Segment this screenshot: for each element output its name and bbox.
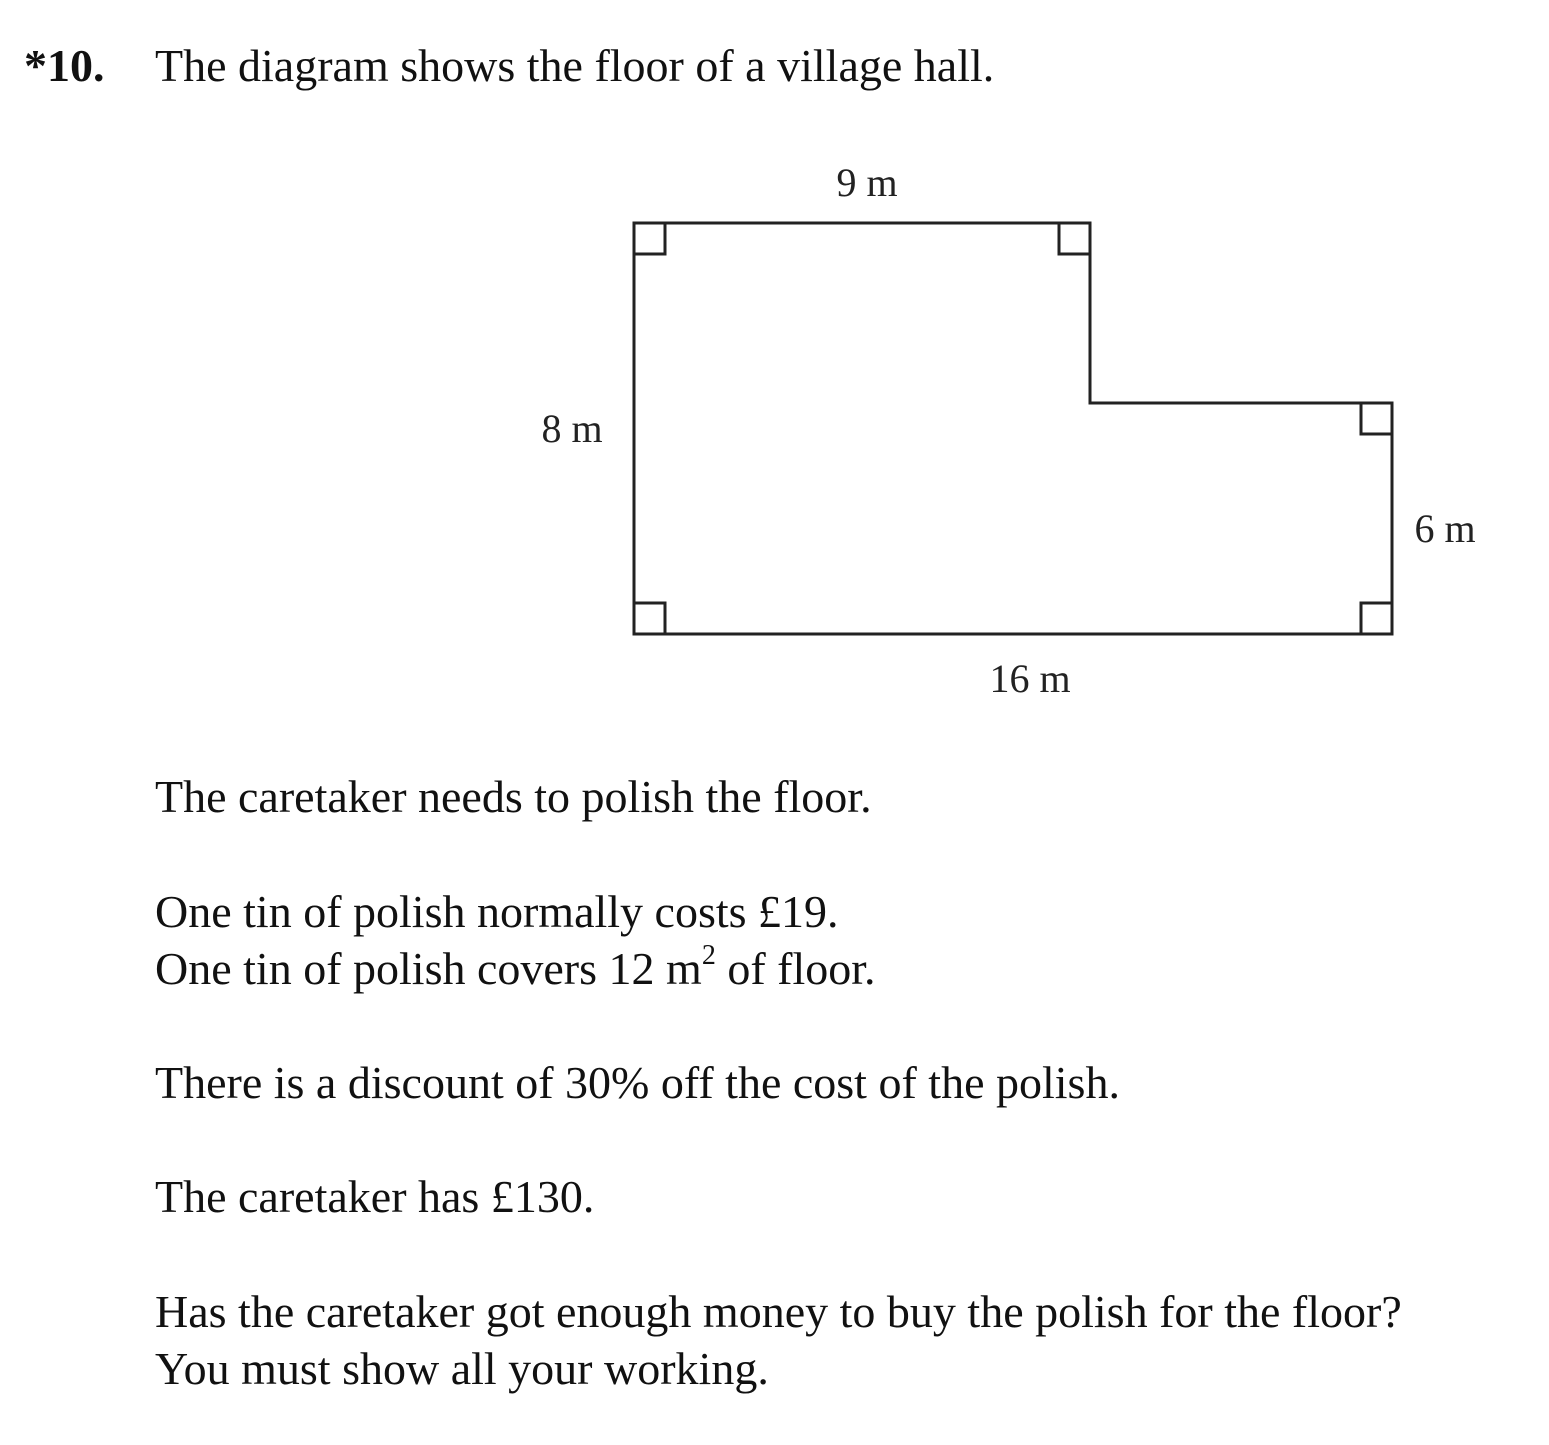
top-dimension-label: 9 m (836, 160, 898, 205)
left-dimension-label: 8 m (541, 406, 603, 451)
floor-outline (634, 223, 1392, 634)
paragraph-tin-cost: One tin of polish normally costs £19. (155, 886, 839, 937)
question-number: *10. (24, 40, 105, 91)
coverage-text: One tin of polish covers 12 m (155, 943, 702, 994)
right-angle-top-right (1059, 223, 1090, 254)
question-intro: The diagram shows the floor of a village hall. (155, 40, 995, 91)
coverage-text-end: of floor. (715, 943, 876, 994)
paragraph-tin-coverage (155, 940, 876, 997)
right-dimension-label: 6 m (1414, 506, 1476, 551)
paragraph-instruction: You must show all your working. (155, 1343, 769, 1394)
right-angle-top-left (634, 223, 665, 254)
right-angle-bottom-right (1361, 603, 1392, 634)
paragraph-discount: There is a discount of 30% off the cost of the polish. (155, 1057, 1120, 1108)
paragraph-question: Has the caretaker got enough money to buy the polish for the floor? (155, 1286, 1402, 1337)
paragraph-budget: The caretaker has £130. (155, 1171, 595, 1222)
bottom-dimension-label: 16 m (989, 656, 1071, 701)
right-angle-step (1361, 403, 1392, 434)
right-angle-bottom-left (634, 603, 665, 634)
squared-superscript: 2 (701, 940, 716, 971)
paragraph-polish-floor: The caretaker needs to polish the floor. (155, 771, 872, 822)
